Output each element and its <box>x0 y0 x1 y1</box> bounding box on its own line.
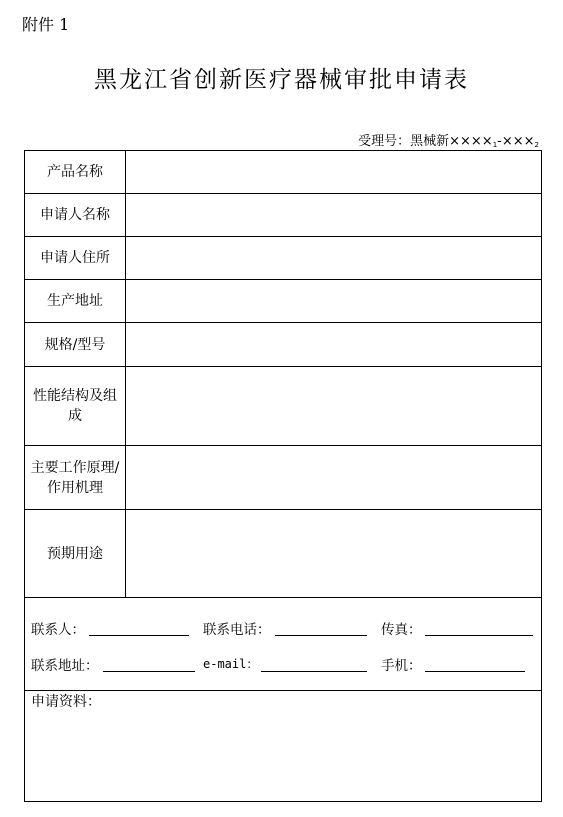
field-label: 产品名称 <box>25 151 126 193</box>
application-form <box>24 150 542 802</box>
working-principle-field[interactable] <box>126 446 541 509</box>
address-input[interactable] <box>103 671 195 672</box>
field-label: 主要工作原理/作用机理 <box>25 446 126 509</box>
field-label: 申请人名称 <box>25 194 126 236</box>
applicant-address-field[interactable] <box>126 237 541 279</box>
contact-person-label: 联系人： <box>31 622 85 638</box>
mobile-label: 手机： <box>381 658 422 674</box>
contact-person-input[interactable] <box>89 635 189 636</box>
row-applicant-address <box>25 237 541 280</box>
intended-use-field[interactable] <box>126 510 541 597</box>
row-intended-use <box>25 510 541 598</box>
address-label: 联系地址： <box>31 658 99 674</box>
row-production-address <box>25 280 541 323</box>
receipt-note-1: 1 <box>492 141 498 149</box>
phone-input[interactable] <box>275 635 367 636</box>
application-materials-label: 申请资料： <box>31 694 101 710</box>
structure-field[interactable] <box>126 367 541 445</box>
field-label: 预期用途 <box>25 510 126 597</box>
application-materials-field[interactable] <box>25 711 541 801</box>
row-applicant-name <box>25 194 541 237</box>
field-label: 申请人住所 <box>25 237 126 279</box>
form-title: 黑龙江省创新医疗器械审批申请表 <box>94 67 469 93</box>
row-product-name <box>25 151 541 194</box>
receipt-mid: -××× <box>497 134 535 149</box>
attachment-label: 附件 1 <box>22 15 70 34</box>
applicant-name-field[interactable] <box>126 194 541 236</box>
fax-label: 传真： <box>381 622 422 638</box>
row-structure <box>25 367 541 446</box>
email-label: e-mail： <box>203 657 259 671</box>
receipt-note-2: 2 <box>534 141 539 149</box>
fax-input[interactable] <box>425 635 533 636</box>
field-label: 性能结构及组成 <box>25 367 126 445</box>
product-name-field[interactable] <box>126 151 541 193</box>
field-label: 生产地址 <box>25 280 126 322</box>
production-address-field[interactable] <box>126 280 541 322</box>
spec-model-field[interactable] <box>126 323 541 366</box>
contact-section <box>25 598 541 691</box>
receipt-number <box>358 130 539 149</box>
row-spec-model <box>25 323 541 367</box>
email-input[interactable] <box>261 671 367 672</box>
mobile-input[interactable] <box>425 671 525 672</box>
receipt-prefix: 受理号：黑械新×××× <box>358 134 493 149</box>
phone-label: 联系电话： <box>203 622 271 638</box>
field-label: 规格/型号 <box>25 323 126 366</box>
row-working-principle <box>25 446 541 510</box>
